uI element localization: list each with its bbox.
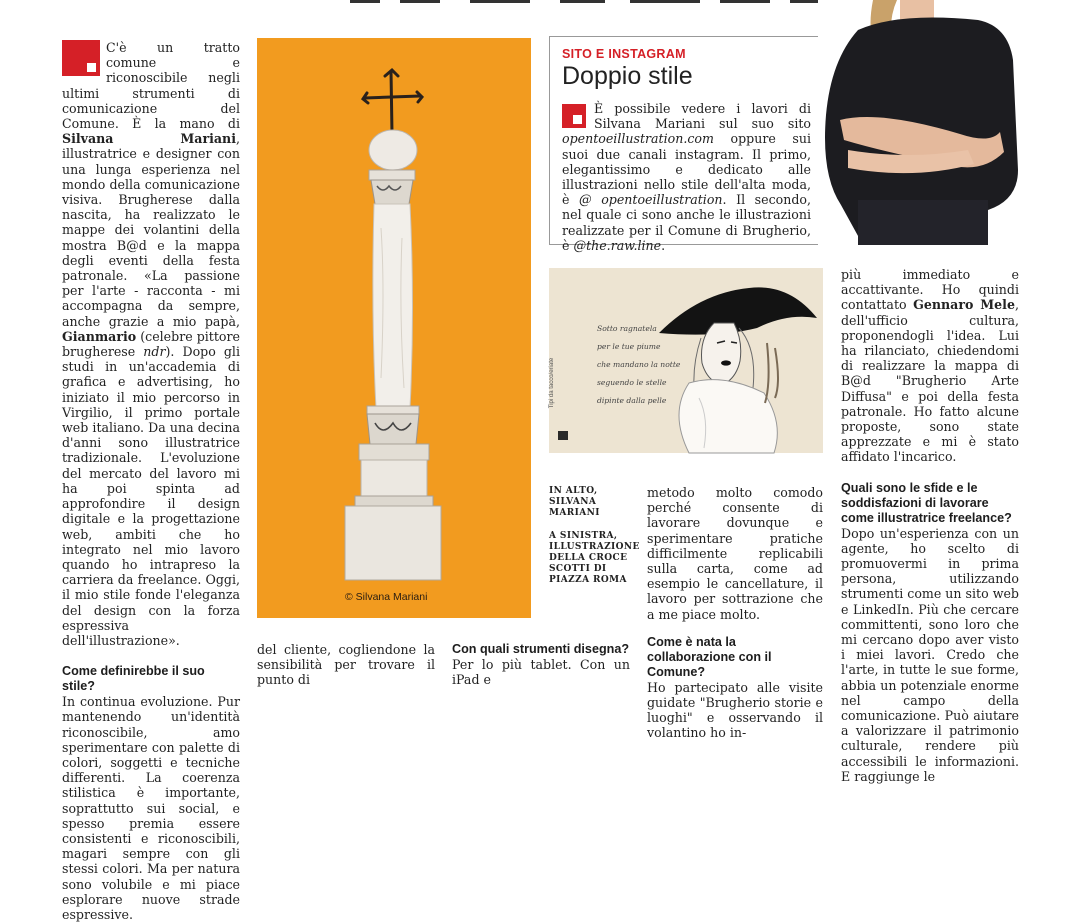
- column-4-text: metodo molto comodo perché consente di lavorare dovunque e sperimentare pratiche difficilmente replicabili sulla carta, come ad esempio le cancellature, il lavoro per sottrazione che a me piace molto.: [647, 485, 823, 622]
- article-column-4: [647, 485, 823, 741]
- portrait-photo: [818, 0, 1018, 245]
- box-title: Doppio stile: [562, 62, 693, 90]
- verse-line: per le tue piume: [597, 342, 661, 351]
- fashion-illustration: [549, 268, 823, 453]
- illustration-side-text: Tipi da tacco/eriate: [549, 357, 556, 409]
- caption-left: A SINISTRA, ILLUSTRAZIONE DELLA CROCE SCOTTI DI PIAZZA ROMA: [549, 531, 640, 585]
- article-column-3-bottom: [452, 642, 630, 687]
- caption-top: IN ALTO, SILVANA MARIANI: [549, 486, 600, 518]
- verse-line: Sotto ragnatela: [597, 324, 657, 333]
- box-start-marker: [562, 104, 586, 128]
- column-5-text: più immediato e accattivante. Ho quindi contattato Gennaro Mele, dell'ufficio cultura, proponendogli l'idea. Lui ha rilanciato, chiedendomi di realizzare la mappa di B@d "Brugherio Arte Diffusa" e poi della festa patronale. Ho fatto alcune proposte, sono state apprezzate e mi è stato affidato l'incarico.: [841, 267, 1019, 465]
- verse-line: seguendo le stelle: [597, 378, 667, 387]
- article-intro: C'è un tratto comune e riconoscibile negli ultimi strumenti di comunicazione del Comune. È la mano di Silvana Mariani, illustratrice e designer con una lunga esperienza nel mondo della comunicazione visiva. Brugherese dalla nascita, ha realizzato le mappe dei volantini della mostra B@d e la mappa degli eventi della festa patronale. «La passione per l'arte - racconta - mi accompagna da sempre, anche grazie a mio papà, Gianmario (celebre pittore brugherese ndr). Dopo gli studi in un'accademia di grafica e advertising, ho iniziato il mio percorso in Virgilio, il primo portale web italiano. Da una decina d'anni sono illustratrice tradizionale. L'evoluzione del mercato del lavoro mi ha poi spinta ad approfondire il design digitale e la progettazione web, ambiti che ho integrato nel mio lavoro quando ho intrapreso la carriera da freelance. Oggi, il mio stile fonde l'eleganza del design con la forza espressiva dell'illustrazione».: [62, 40, 240, 648]
- verse-line: dipinte dalla pelle: [597, 396, 667, 405]
- question-freelance: Quali sono le sfide e le soddisfazioni di lavorare come illustratrice freelance?: [841, 480, 1012, 525]
- sidebar-box-instagram: [549, 36, 824, 253]
- answer-tools: Per lo più tablet. Con un iPad e: [452, 657, 630, 688]
- illustration-credit: © Silvana Mariani: [345, 591, 428, 603]
- answer-freelance: Dopo un'esperienza con un agente, ho scelto di promuovermi in prima persona, utilizzando strumenti come un sito web e LinkedIn. Più che cercare committenti, sono loro che mi cercano dopo aver visto i miei lavori. Credo che l'arte, in tutte le sue forme, abbia un potenziale enorme nel campo della comunicazione. Può aiutare a valorizzare il patrimonio culturale, rendere più accessibili le informazioni. E raggiunge le: [841, 525, 1019, 784]
- article-start-marker: [62, 40, 100, 76]
- handwritten-verses: [597, 320, 707, 410]
- photo-captions: [549, 486, 640, 586]
- answer-collaboration: Ho partecipato alle visite guidate "Brugherio storie e luoghi" e osservando il volantino ho in-: [647, 679, 823, 741]
- box-kicker: SITO E INSTAGRAM: [562, 47, 686, 61]
- croce-scotti-illustration: [257, 38, 531, 618]
- portrait-figure: [818, 0, 1018, 245]
- box-text: È possibile vedere i lavori di Silvana Mariani sul suo sito opentoeillustration.com oppure sui suoi due canali instagram. Il primo, elegantissimo e dedicato alle illustrazioni nello stile dell'alta moda, è @ opentoeillustration. Il secondo, nel quale ci sono anche le illustrazioni realizzate per il Comune di Brugherio, è @the.raw.line.: [562, 101, 811, 253]
- answer-style: In continua evoluzione. Pur mantenendo un'identità riconoscibile, amo sperimentare con palette di colori, soggetti e tecniche differenti. La coerenza stilistica è importante, soprattutto sui social, e spesso premia essere consistenti e riconoscibili, magari sempre con gli stessi colori. Ma per natura sono volubile e mi piace esplorare nuove strade espressive.: [62, 694, 240, 922]
- question-collaboration: Come è nata la collaborazione con il Comune?: [647, 634, 772, 679]
- article-column-5: [841, 267, 1019, 784]
- question-tools: Con quali strumenti disegna?: [452, 642, 630, 656]
- verse-line: che mandano la notte: [597, 360, 681, 369]
- question-style: Come definirebbe il suo stile?: [62, 664, 205, 694]
- article-column-2-bottom: del cliente, cogliendone la sensibilità per trovare il punto di: [257, 642, 435, 688]
- column-cross-drawing: [257, 38, 531, 618]
- article-column-1: [62, 40, 240, 922]
